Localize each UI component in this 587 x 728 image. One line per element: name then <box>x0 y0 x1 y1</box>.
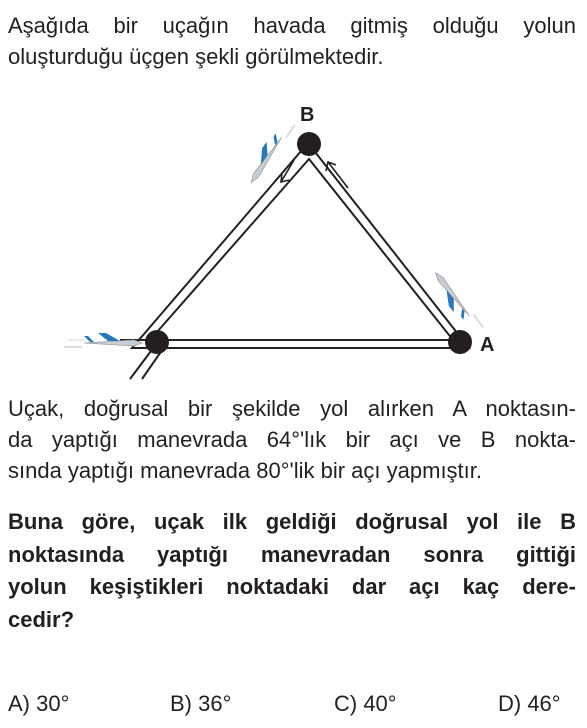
label-a: A <box>480 334 495 356</box>
problem-text <box>8 393 576 486</box>
plane-right-icon <box>428 270 483 335</box>
question-text <box>8 506 576 636</box>
vertex-c-dot <box>145 330 169 354</box>
intro-line-2: oluşturduğu üçgen şekli görülmektedir. <box>8 44 384 69</box>
option-d[interactable]: D) 46° <box>498 691 561 716</box>
problem-line-3: sında yaptığı manevrada 80°'lik bir açı yapmıştır. <box>8 458 482 483</box>
arrow-right-side <box>328 162 348 188</box>
plane-left-icon <box>64 333 142 347</box>
intro-text <box>8 10 576 72</box>
question-line-1: Buna göre, uçak ilk geldiği doğrusal yol ile B <box>8 509 576 534</box>
option-b[interactable]: B) 36° <box>170 691 232 716</box>
vertex-a-dot <box>448 330 472 354</box>
question-line-3: yolun keşiştikleri noktadaki dar açı kaç dere- <box>8 574 576 599</box>
label-b: B <box>300 104 315 126</box>
vertex-b-dot <box>297 132 321 156</box>
plane-top-icon <box>243 117 295 185</box>
intro-line-1: Aşağıda bir uçağın havada gitmiş olduğu yolun <box>8 13 576 38</box>
triangle-diagram <box>0 95 587 395</box>
question-line-4: cedir? <box>8 606 75 632</box>
option-a[interactable]: A) 30° <box>8 691 70 716</box>
triangle-outer <box>132 143 469 348</box>
problem-line-2: da yaptığı manevrada 64°'lık bir açı ve B nokta- <box>8 427 576 452</box>
option-c[interactable]: C) 40° <box>334 691 397 716</box>
question-line-2: noktasında yaptığı manevradan sonra gittiği <box>8 541 576 567</box>
triangle-inner <box>150 159 453 340</box>
problem-line-1: Uçak, doğrusal bir şekilde yol alırken A noktasın- <box>8 396 576 421</box>
